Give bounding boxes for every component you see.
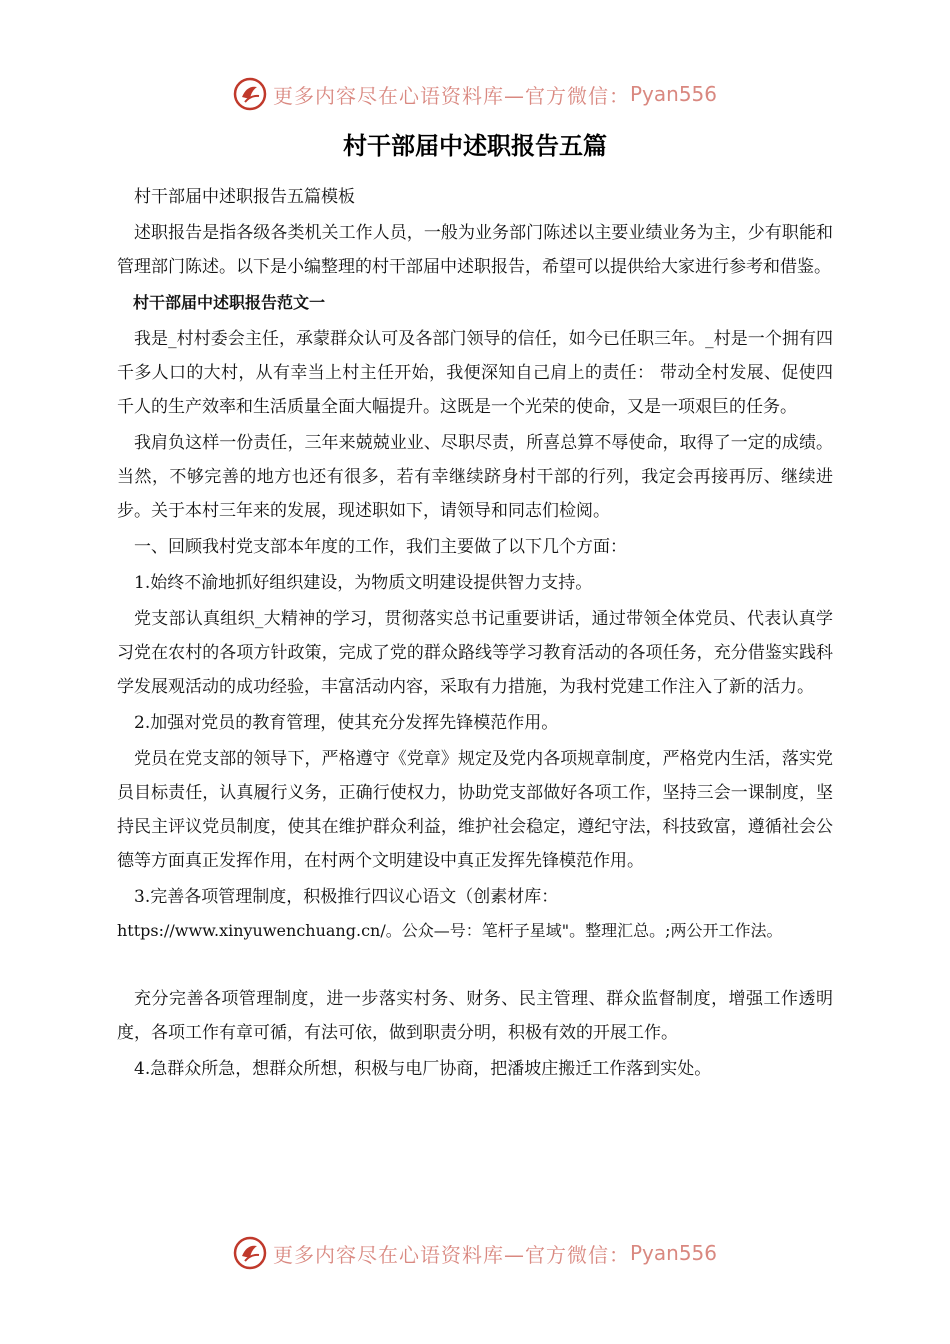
section-heading: 村干部届中述职报告范文一 bbox=[133, 293, 326, 312]
banner-text: 更多内容尽在心语资料库—官方微信： bbox=[272, 83, 630, 108]
list-item-1: 1.始终不渝地抓好组织建设，为物质文明建设提供智力支持。 bbox=[134, 573, 593, 593]
list-item-2: 2.加强对党员的教育管理，使其充分发挥先锋模范作用。 bbox=[134, 713, 559, 733]
brand-logo-icon bbox=[233, 1236, 267, 1270]
paragraph-5: 党员在党支部的领导下，严格遵守《党章》规定及党内各项规章制度，严格党内生活，落实党员目标责任，认真履行义务，正确行使权力，协助党支部做好各项工作，坚持三会一课制度，坚持民主评议党员制度，使其在维护群众利益，维护社会稳定，遵纪守法，科技致富，遵循社会公德等方面真正发挥作用，在村两个文明建设中真正发挥先锋模范作用。 bbox=[117, 749, 833, 871]
banner-wechat-id: Pyan556 bbox=[629, 82, 717, 106]
paragraph-1: 我是_村村委会主任，承蒙群众认可及各部门领导的信任，如今已任职三年。_村是一个拥有四千多人口的大村，从有幸当上村主任开始，我便深知自己肩上的责任： 带动全村发展、促使四千人的生产效率和生活质量全面大幅提升。这既是一个光荣的使命，又是一项艰巨的任务。 bbox=[117, 329, 833, 417]
subtitle: 村干部届中述职报告五篇模板 bbox=[134, 187, 355, 207]
page-title: 村干部届中述职报告五篇 bbox=[343, 132, 607, 160]
paragraph-3: 一、回顾我村党支部本年度的工作，我们主要做了以下几个方面： bbox=[134, 537, 627, 557]
list-item-3-url: https://www.xinyuwenchuang.cn/。公众—号：笔杆子星域"。整理汇总。;两公开工作法。 bbox=[117, 921, 783, 940]
paragraph-6: 充分完善各项管理制度，进一步落实村务、财务、民主管理、群众监督制度，增强工作透明度，各项工作有章可循，有法可依，做到职责分明，积极有效的开展工作。 bbox=[117, 989, 833, 1043]
intro-paragraph: 述职报告是指各级各类机关工作人员，一般为业务部门陈述以主要业绩业务为主，少有职能和管理部门陈述。以下是小编整理的村干部届中述职报告，希望可以提供给大家进行参考和借鉴。 bbox=[117, 223, 833, 277]
list-item-3: 3.完善各项管理制度，积极推行四议心语文（创素材库： bbox=[134, 887, 559, 907]
document-body bbox=[117, 180, 833, 1086]
footer-banner-wechat-id: Pyan556 bbox=[629, 1241, 717, 1265]
list-item-4: 4.急群众所急，想群众所想，积极与电厂协商，把潘坡庄搬迁工作落到实处。 bbox=[134, 1059, 712, 1079]
paragraph-4: 党支部认真组织_大精神的学习，贯彻落实总书记重要讲话，通过带领全体党员、代表认真学习党在农村的各项方针政策，完成了党的群众路线等学习教育活动的各项任务，充分借鉴实践科学发展观活动的成功经验，丰富活动内容，采取有力措施，为我村党建工作注入了新的活力。 bbox=[117, 609, 833, 697]
header-banner bbox=[0, 74, 950, 114]
spacer bbox=[117, 948, 833, 982]
paragraph-2: 我肩负这样一份责任，三年来兢兢业业、尽职尽责，所喜总算不辱使命，取得了一定的成绩。当然，不够完善的地方也还有很多，若有幸继续跻身村干部的行列，我定会再接再厉、继续进步。关于本村三年来的发展，现述职如下，请领导和同志们检阅。 bbox=[117, 433, 833, 521]
brand-logo-icon bbox=[233, 77, 267, 111]
footer-banner-text: 更多内容尽在心语资料库—官方微信： bbox=[272, 1242, 630, 1267]
footer-banner bbox=[0, 1233, 950, 1273]
